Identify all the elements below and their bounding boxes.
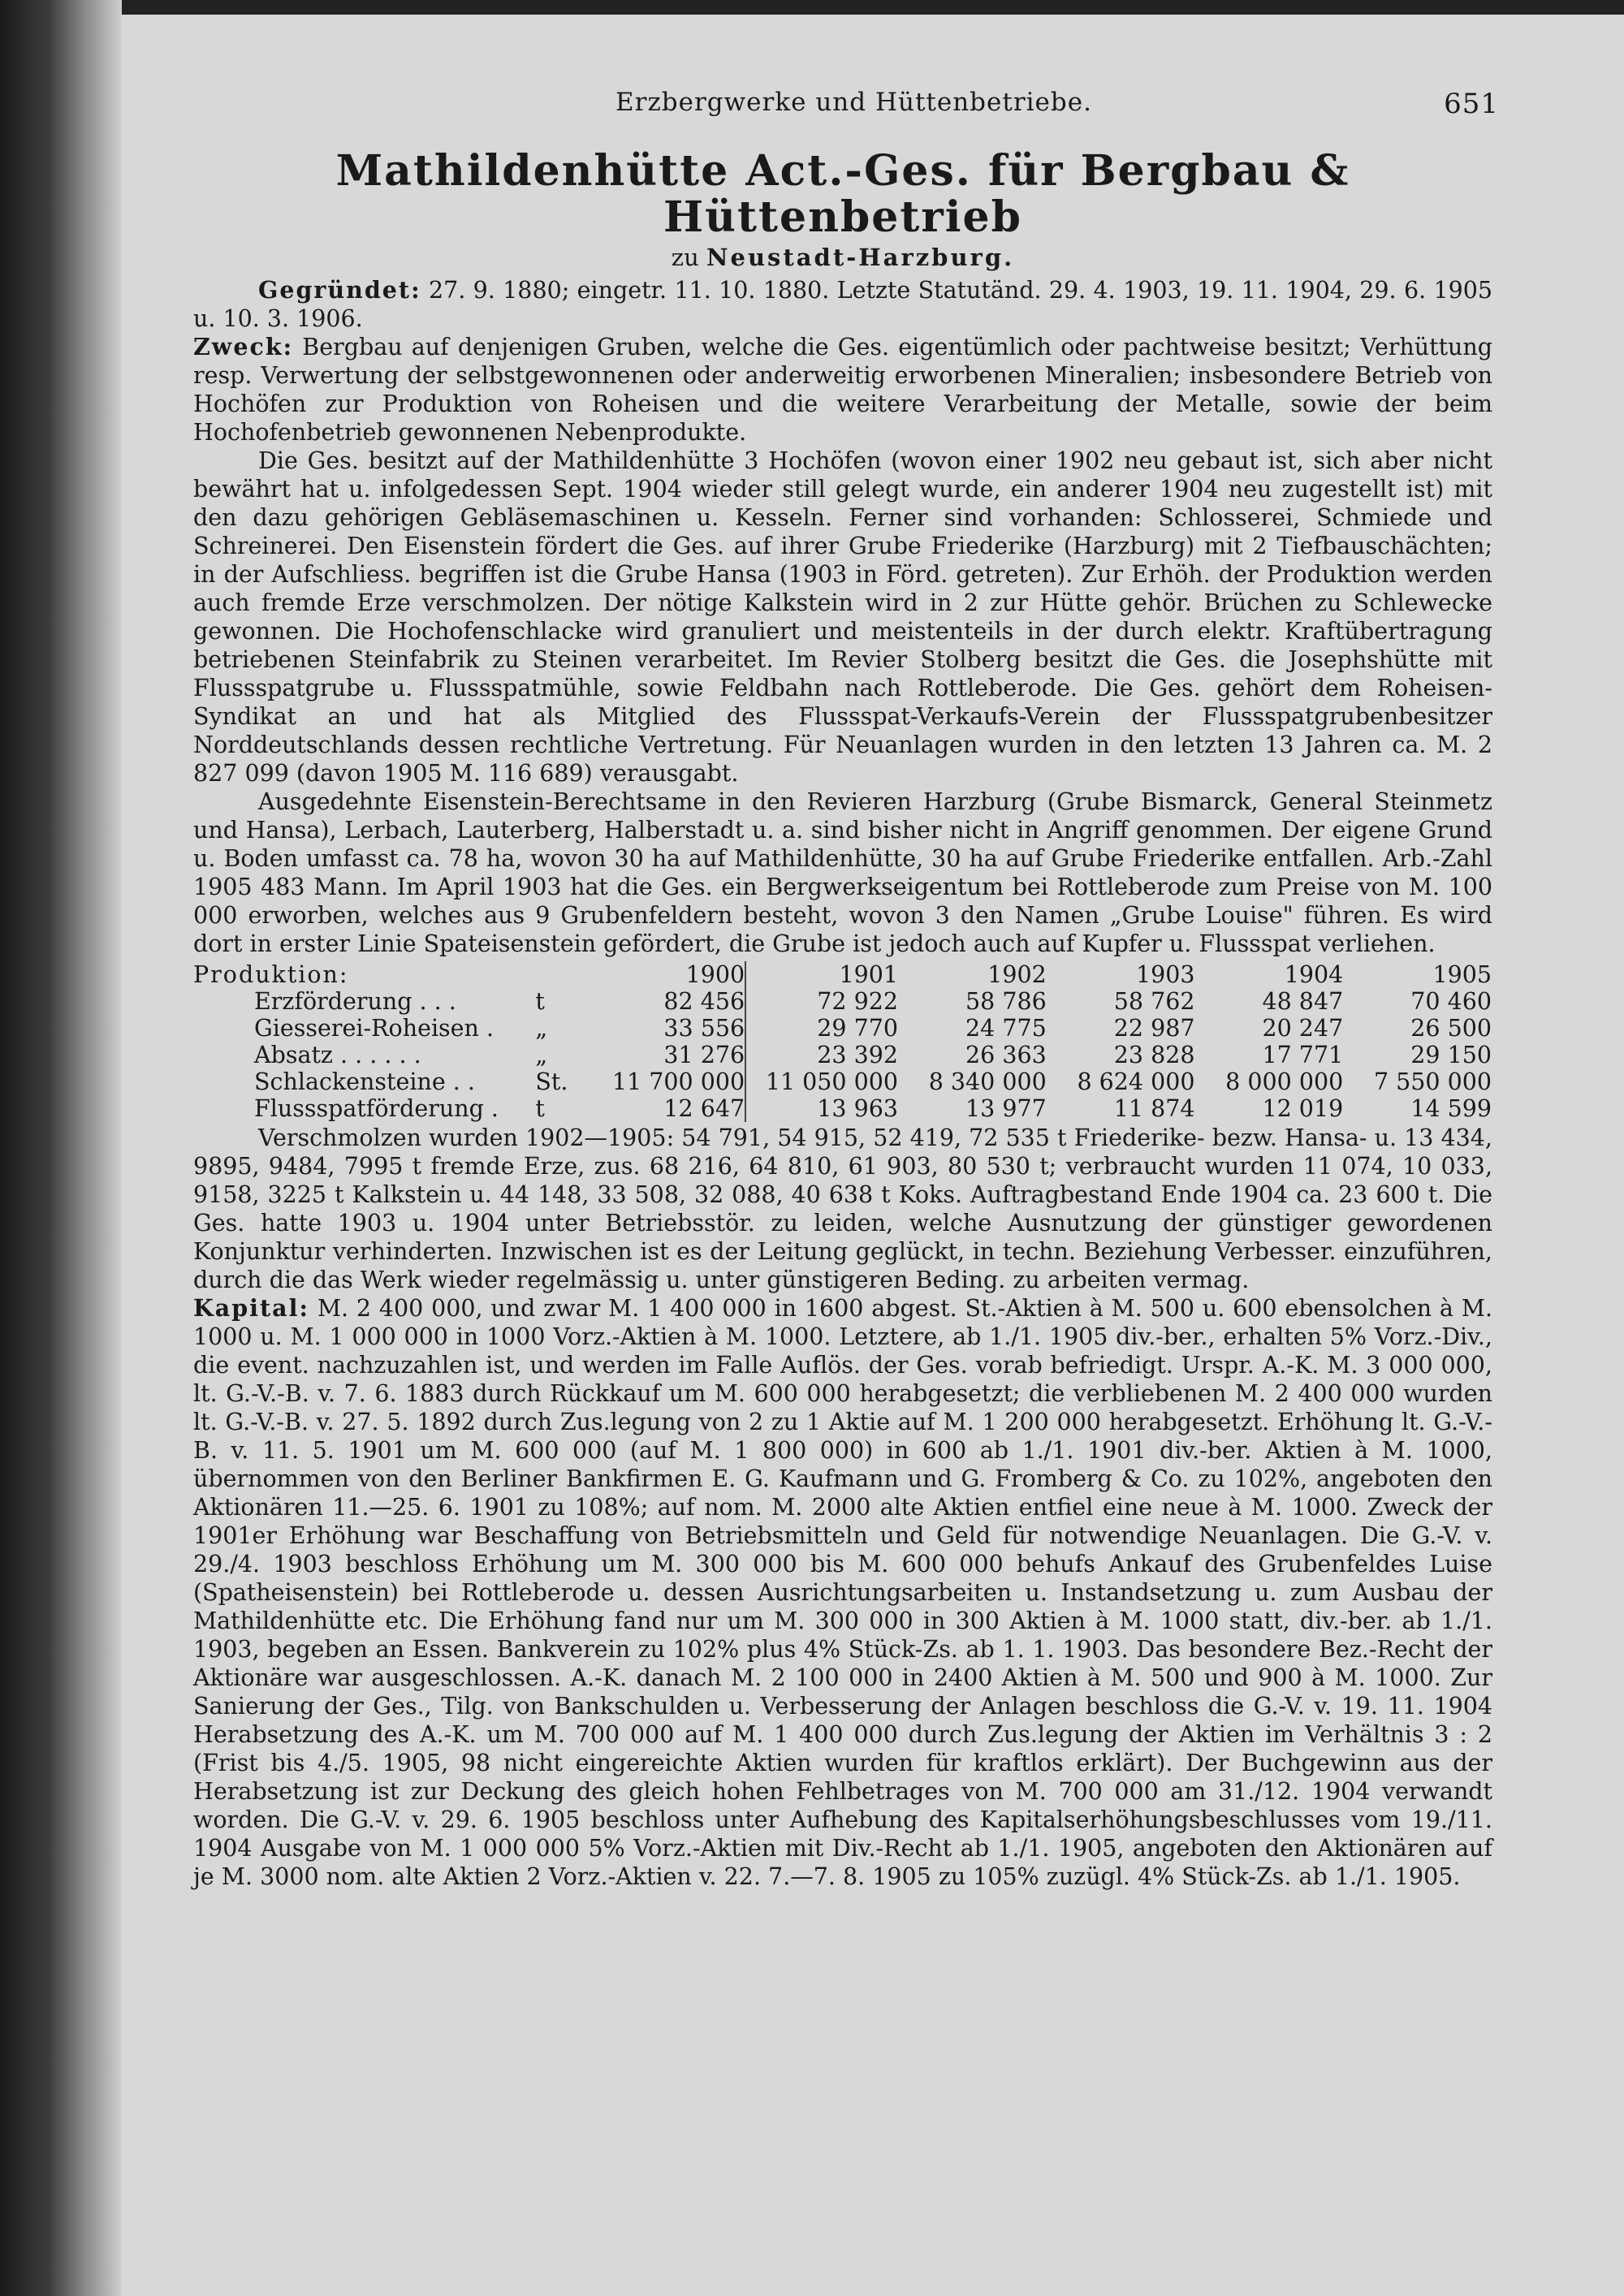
table-cell: 17 771 (1262, 1042, 1344, 1069)
table-cell: 58 762 (1113, 988, 1195, 1016)
row-name: Absatz . . . . . . (254, 1042, 421, 1069)
location-name: Neustadt-Harzburg. (706, 244, 1015, 272)
table-row (193, 1015, 1492, 1042)
table-cell: 14 599 (1410, 1095, 1492, 1123)
founded-text: 27. 9. 1880; eingetr. 11. 10. 1880. Letzte Statutänd. 29. 4. 1903, 19. 11. 1904, 29. 6. 1905 u. 10. 3. 1906. (193, 277, 1493, 333)
purpose-paragraph-3: Ausgedehnte Eisenstein-Berechtsame in den Revieren Harzburg (Grube Bismarck, General Steinmetz und Hansa), Lerbach, Lauterberg, Halberstadt u. a. sind bisher nicht in Angriff genommen. Der eigene Grund u. Boden umfasst ca. 78 ha, wovon 30 ha auf Mathildenhütte, 30 ha auf Grube Friederike entfallen. Arb.-Zahl 1905 483 Mann. Im April 1903 hat die Ges. ein Bergwerkseigentum bei Rottleberode zum Preise von M. 100 000 erworben, welches aus 9 Grubenfeldern besteht, wovon 3 den Namen „Grube Louise" führen. Es wird dort in erster Linie Spateisenstein gefördert, die Grube ist jedoch auch auf Kupfer u. Flussspat verliehen. (193, 788, 1492, 958)
table-cell: 13 977 (965, 1095, 1047, 1123)
company-location (193, 244, 1492, 271)
table-cell: 8 624 000 (1077, 1068, 1195, 1096)
location-prefix: zu (671, 244, 699, 272)
table-cell: 58 786 (965, 988, 1047, 1016)
purpose-label: Zweck: (193, 333, 294, 361)
table-cell: 13 963 (745, 1095, 898, 1122)
table-row (193, 1095, 1492, 1122)
year-header: 1903 (1135, 961, 1195, 989)
row-unit: t (535, 1095, 545, 1123)
table-cell: 26 500 (1410, 1015, 1492, 1042)
row-name: Erzförderung . . . (254, 988, 456, 1016)
production-note: Verschmolzen wurden 1902—1905: 54 791, 54 915, 52 419, 72 535 t Friederike- bezw. Hansa- u. 13 434, 9895, 9484, 7995 t fremde Erze, zus. 68 216, 64 810, 61 903, 80 530 t; verbraucht wurden 11 074, 10 033, 9158, 3225 t Kalkstein u. 44 148, 33 508, 32 088, 40 638 t Koks. Auftragbestand Ende 1904 ca. 23 600 t. Die Ges. hatte 1903 u. 1904 unter Betriebsstör. zu leiden, welche Ausnutzung der günstiger gewordenen Konjunktur verhinderten. Inzwischen ist es der Leitung geglückt, in techn. Beziehung Verbesser. einzuführen, durch die das Werk wieder regelmässig u. unter günstigeren Beding. zu arbeiten vermag. (193, 1124, 1492, 1294)
table-cell: 12 019 (1262, 1095, 1344, 1123)
table-cell: 8 000 000 (1225, 1068, 1344, 1096)
table-cell: 24 775 (965, 1015, 1047, 1042)
purpose-text-1: Bergbau auf denjenigen Gruben, welche die Ges. eigentümlich oder pachtweise besitzt; Verhüttung resp. Verwertung der selbstgewonnenen oder anderweitig erworbenen Mineralien; insbesondere Betrieb von Hochöfen zur Produktion von Roheisen und die weitere Verarbeitung der Metalle, sowie der beim Hochofenbetrieb gewonnenen Nebenprodukte. (193, 334, 1492, 447)
row-name: Giesserei-Roheisen . (254, 1015, 495, 1042)
production-label: Produktion: (193, 961, 349, 989)
table-cell: 29 770 (745, 1015, 898, 1042)
table-cell: 23 392 (745, 1042, 898, 1068)
capital-text: M. 2 400 000, und zwar M. 1 400 000 in 1600 abgest. St.-Aktien à M. 500 u. 600 ebensolchen à M. 1000 u. M. 1 000 000 in 1000 Vorz.-Aktien à M. 1000. Letztere, ab 1./1. 1905 div.-ber., erhalten 5% Vorz.-Div., die event. nachzuzahlen ist, und werden im Falle Auflös. der Ges. vorab befriedigt. Urspr. A.-K. M. 3 000 000, lt. G.-V.-B. v. 7. 6. 1883 durch Rückkauf um M. 600 000 herabgesetzt; die verbliebenen M. 2 400 000 wurden lt. G.-V.-B. v. 27. 5. 1892 durch Zus.legung von 2 zu 1 Aktie auf M. 1 200 000 herabgesetzt. Erhöhung lt. G.-V.-B. v. 11. 5. 1901 um M. 600 000 (auf M. 1 800 000) in 600 ab 1./1. 1901 div.-ber. Aktien à M. 1000, übernommen von den Berliner Bankfirmen E. G. Kaufmann und G. Fromberg & Co. zu 102%, angeboten den Aktionären 11.—25. 6. 1901 zu 108%; auf nom. M. 2000 alte Aktien entfiel eine neue à M. 1000. Zweck der 1901er Erhöhung war Beschaffung von Betriebsmitteln und Geld für notwendige Neuanlagen. Die G.-V. v. 29./4. 1903 beschloss Erhöhung um M. 300 000 bis M. 600 000 behufs Ankauf des Grubenfeldes Luise (Spatheisenstein) bei Rottleberode u. dessen Ausrichtungsarbeiten u. Instandsetzung u. zum Ausbau der Mathildenhütte etc. Die Erhöhung fand nur um M. 300 000 in 300 Aktien à M. 1000 statt, div.-ber. ab 1./1. 1903, begeben an Essen. Bankverein zu 102% plus 4% Stück-Zs. ab 1. 1. 1903. Das besondere Bez.-Recht der Aktionäre war ausgeschlossen. A.-K. danach M. 2 100 000 in 2400 Aktien à M. 500 und 900 à M. 1000. Zur Sanierung der Ges., Tilg. von Bankschulden u. Verbesserung der Anlagen beschloss die G.-V. v. 19. 11. 1904 Herabsetzung des A.-K. um M. 700 000 auf M. 1 400 000 durch Zus.legung der Aktien im Verhältnis 3 : 2 (Frist bis 4./5. 1905, 98 nicht eingereichte Aktien wurden für kraftlos erklärt). Der Buchgewinn aus der Herabsetzung ist zur Deckung des gleich hohen Fehlbetrages von M. 700 000 am 31./12. 1904 verwandt worden. Die G.-V. v. 29. 6. 1905 beschloss unter Aufhebung des Kapitalserhöhungsbeschlusses vom 19./11. 1904 Ausgabe von M. 1 000 000 5% Vorz.-Aktien mit Div.-Recht ab 1./1. 1905, angeboten den Aktionären auf je M. 3000 nom. alte Aktien 2 Vorz.-Aktien v. 22. 7.—7. 8. 1905 zu 105% zuzügl. 4% Stück-Zs. ab 1./1. 1905. (193, 1295, 1493, 1891)
table-row (193, 988, 1492, 1015)
row-name: Schlackensteine . . (254, 1068, 475, 1096)
table-cell: 11 700 000 (611, 1068, 745, 1096)
table-cell: 48 847 (1262, 988, 1344, 1016)
table-cell: 12 647 (663, 1095, 745, 1123)
table-cell: 72 922 (745, 988, 898, 1015)
table-cell: 23 828 (1113, 1042, 1195, 1069)
running-head (193, 88, 1499, 125)
year-header: 1905 (1432, 961, 1492, 989)
scan-top-edge (0, 0, 1624, 15)
table-row (193, 1068, 1492, 1095)
table-cell: 29 150 (1410, 1042, 1492, 1069)
table-cell: 33 556 (663, 1015, 745, 1042)
table-cell: 11 050 000 (745, 1068, 898, 1095)
year-header: 1902 (987, 961, 1047, 989)
production-table (193, 961, 1492, 1122)
table-cell: 82 456 (663, 988, 745, 1016)
capital-paragraph (193, 1294, 1492, 1891)
capital-label: Kapital: (193, 1294, 309, 1323)
row-unit: „ (535, 1042, 548, 1069)
table-row (193, 1042, 1492, 1068)
table-cell: 26 363 (965, 1042, 1047, 1069)
year-header: 1904 (1284, 961, 1344, 989)
page-content (193, 88, 1499, 1891)
table-cell: 7 550 000 (1373, 1068, 1492, 1096)
founded-label: Gegründet: (258, 276, 421, 304)
page-number: 651 (1444, 88, 1499, 120)
row-name: Flussspatförderung . (254, 1095, 499, 1123)
row-unit: St. (535, 1068, 568, 1096)
purpose-paragraph-2: Die Ges. besitzt auf der Mathildenhütte 3 Hochöfen (wovon einer 1902 neu gebaut ist, sich aber nicht bewährt hat u. infolgedessen Sept. 1904 wieder still gelegt wurde, ein anderer 1904 neu zugestellt ist) mit den dazu gehörigen Gebläsemaschinen u. Kesseln. Ferner sind vorhanden: Schlosserei, Schmiede und Schreinerei. Den Eisenstein fördert die Ges. auf ihrer Grube Friederike (Harzburg) mit 2 Tiefbauschächten; in der Aufschliess. begriffen ist die Grube Hansa (1903 in Förd. getreten). Zur Erhöh. der Produktion werden auch fremde Erze verschmolzen. Der nötige Kalkstein wird in 2 zur Hütte gehör. Brüchen zu Schlewecke gewonnen. Die Hochofenschlacke wird granuliert und meistenteils in der durch elektr. Kraftübertragung betriebenen Steinfabrik zu Steinen verarbeitet. Im Revier Stolberg besitzt die Ges. die Josephshütte mit Flussspatgrube u. Flussspatmühle, sowie Feldbahn nach Rottleberode. Die Ges. gehört dem Roheisen-Syndikat an und hat als Mitglied des Flussspat-Verkaufs-Verein der Flussspatgrubenbesitzer Norddeutschlands dessen rechtliche Vertretung. Für Neuanlagen wurden in den letzten 13 Jahren ca. M. 2 827 099 (davon 1905 M. 116 689) verausgabt. (193, 447, 1492, 788)
row-unit: „ (535, 1015, 548, 1042)
row-unit: t (535, 988, 545, 1016)
table-cell: 8 340 000 (928, 1068, 1047, 1096)
company-name: Mathildenhütte Act.-Ges. für Bergbau & Hüttenbetrieb (335, 146, 1350, 243)
table-cell: 31 276 (663, 1042, 745, 1069)
table-cell: 22 987 (1113, 1015, 1195, 1042)
production-header-row (193, 961, 1492, 988)
purpose-paragraph (193, 333, 1492, 447)
table-cell: 70 460 (1410, 988, 1492, 1016)
year-header: 1900 (685, 961, 745, 989)
table-cell: 20 247 (1262, 1015, 1344, 1042)
year-header: 1901 (745, 961, 898, 988)
founded-paragraph (193, 276, 1492, 333)
table-cell: 11 874 (1113, 1095, 1195, 1123)
running-title: Erzbergwerke und Hüttenbetriebe. (615, 88, 1092, 117)
book-spine-shadow (0, 0, 122, 2296)
